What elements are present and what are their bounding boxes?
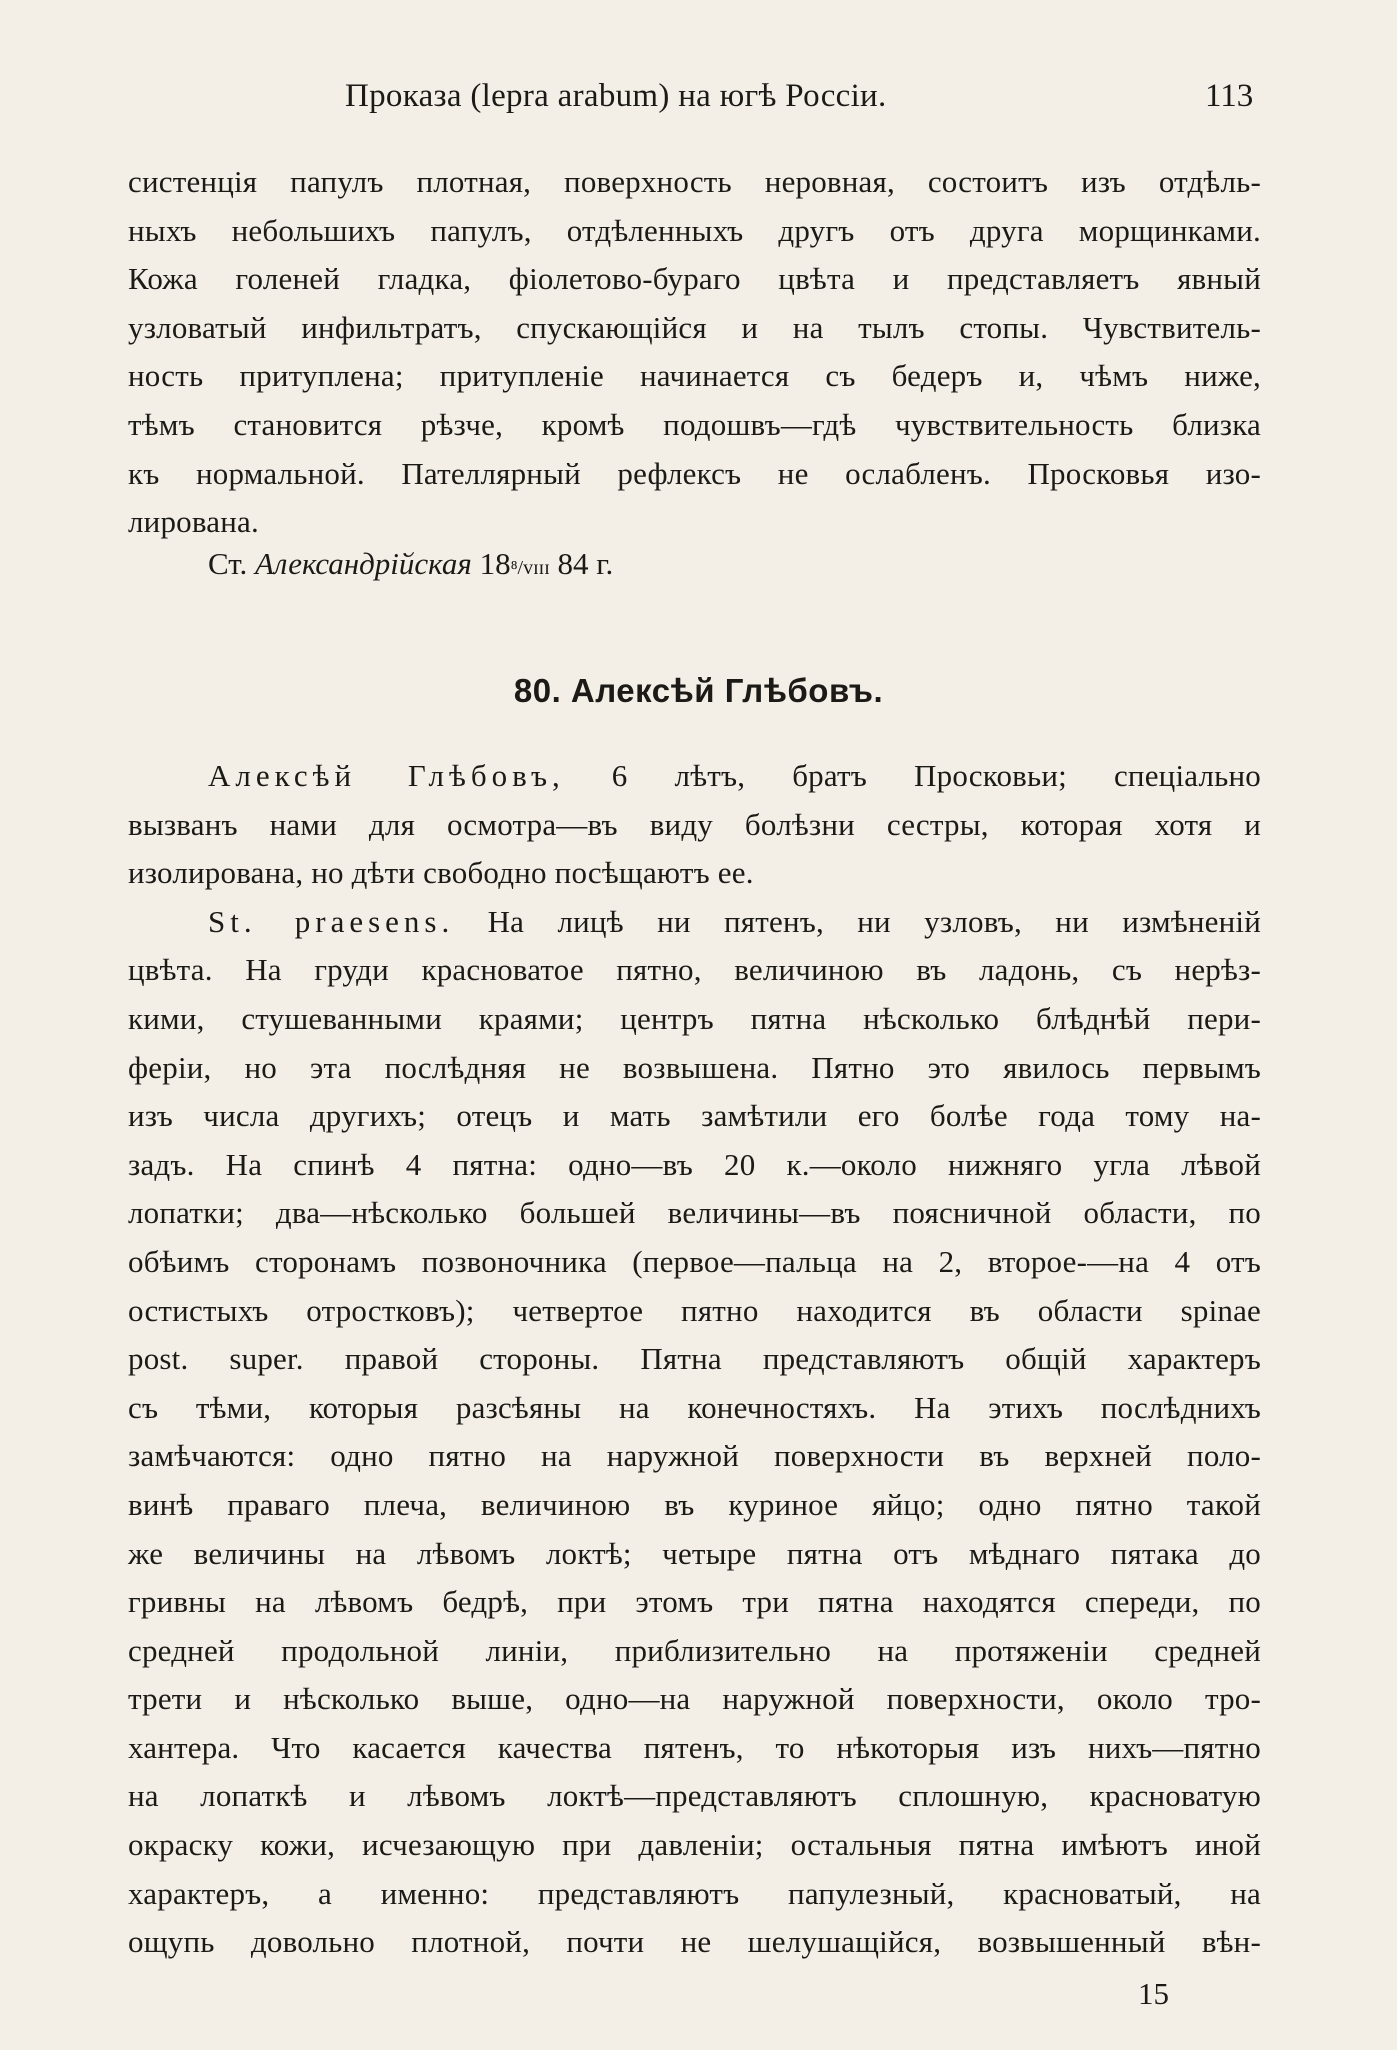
text-line: Кожа голеней гладка, фіолетово-бураго цвѣта и представляетъ явный [128,261,1261,297]
signature-month: ⁸/ᴠɪɪɪ [510,557,550,579]
text-line: на лопаткѣ и лѣвомъ локтѣ—представляютъ сплошную, красноватую [128,1778,1261,1814]
text-line [128,898,1261,947]
text-line: къ нормальной. Пателлярный рефлексъ не ослабленъ. Просковья изо- [128,455,1261,491]
text-line: же величины на лѣвомъ локтѣ; четыре пятна отъ мѣднаго пятака до [128,1535,1261,1571]
text-line: хантера. Что касается качества пятенъ, то нѣкоторыя изъ нихъ—пятно [128,1729,1261,1765]
text-line: съ тѣми, которыя разсѣяны на конечностяхъ. На этихъ послѣднихъ [128,1389,1261,1425]
text-line: ощупь довольно плотной, почти не шелушащійся, возвышенный вѣн- [128,1924,1261,1960]
text-line: post. super. правой стороны. Пятна представляютъ общій характеръ [128,1341,1261,1377]
text-line: цвѣта. На груди красноватое пятно, величиною въ ладонь, съ нерѣз- [128,952,1261,988]
text-line: обѣимъ сторонамъ позвоночника (первое—пальца на 2, второе-—на 4 отъ [128,1243,1261,1279]
status-term: St. praesens. [208,903,455,939]
text-line: ность притуплена; притупленіе начинается съ бедеръ и, чѣмъ ниже, [128,358,1261,394]
text-line: вызванъ нами для осмотра—въ виду болѣзни сестры, которая хотя и [128,806,1261,842]
signature-place: Александрійская [254,546,472,581]
text-line: тѣмъ становится рѣзче, кромѣ подошвъ—гдѣ чувствительность близка [128,406,1261,442]
text-line: средней продольной линіи, приблизительно на протяженіи средней [128,1632,1261,1668]
text-fragment: На лицѣ ни пятенъ, ни узловъ, ни измѣненій [487,903,1261,939]
text-line: лирована. [128,504,259,540]
text-line: кими, стушеванными краями; центръ пятна нѣсколько блѣднѣй пери- [128,1000,1261,1036]
page-number: 113 [1205,78,1254,114]
text-line: систенція папулъ плотная, поверхность неровная, состоитъ изъ отдѣль- [128,164,1261,199]
text-line: гривны на лѣвомъ бедрѣ, при этомъ три пятна находятся спереди, по [128,1584,1261,1620]
text-line: изъ числа другихъ; отецъ и мать замѣтили его болѣе года тому на- [128,1098,1261,1134]
location-date-line [208,546,613,582]
case-body [128,752,1261,1967]
text-line: характеръ, а именно: представляютъ папулезный, красноватый, на [128,1875,1261,1911]
text-fragment: 6 лѣтъ, братъ Просковьи; спеціально [611,758,1262,793]
signature-day: 18 [479,546,511,581]
case-heading: 80. Алексѣй Глѣбовъ. [513,672,884,709]
text-line: изолирована, но дѣти свободно посѣщаютъ ее. [128,855,754,891]
text-line: узловатый инфильтратъ, спускающійся и на тылъ стопы. Чувствитель- [128,309,1261,345]
paragraph-continuation [128,158,1261,547]
printer-signature-mark: 15 [1138,1976,1169,2011]
text-line: феріи, но эта послѣдняя не возвышена. Пятно это явилось первымъ [128,1049,1261,1085]
text-line: окраску кожи, исчезающую при давленіи; остальныя пятна имѣютъ иной [128,1827,1261,1863]
text-line: остистыхъ отростковъ); четвертое пятно находится въ области spinae [128,1292,1261,1328]
text-line: лопатки; два—нѣсколько большей величины—въ поясничной области, по [128,1195,1261,1231]
text-line: задъ. На спинѣ 4 пятна: одно—въ 20 к.—около нижняго угла лѣвой [128,1146,1261,1182]
text-line [128,752,1261,801]
running-title: Проказа (lepra arabum) на югѣ Россіи. [345,78,887,114]
text-line: замѣчаются: одно пятно на наружной поверхности въ верхней поло- [128,1438,1261,1474]
signature-prefix: Ст. [208,546,248,581]
text-line: трети и нѣсколько выше, одно—на наружной поверхности, около тро- [128,1681,1261,1717]
text-line: винѣ праваго плеча, величиною въ куриное яйцо; одно пятно такой [128,1486,1261,1522]
patient-name: Алексѣй Глѣбовъ, [208,758,565,793]
text-line: ныхъ небольшихъ папулъ, отдѣленныхъ другъ отъ друга морщинками. [128,212,1261,248]
signature-year: 84 г. [557,546,614,581]
